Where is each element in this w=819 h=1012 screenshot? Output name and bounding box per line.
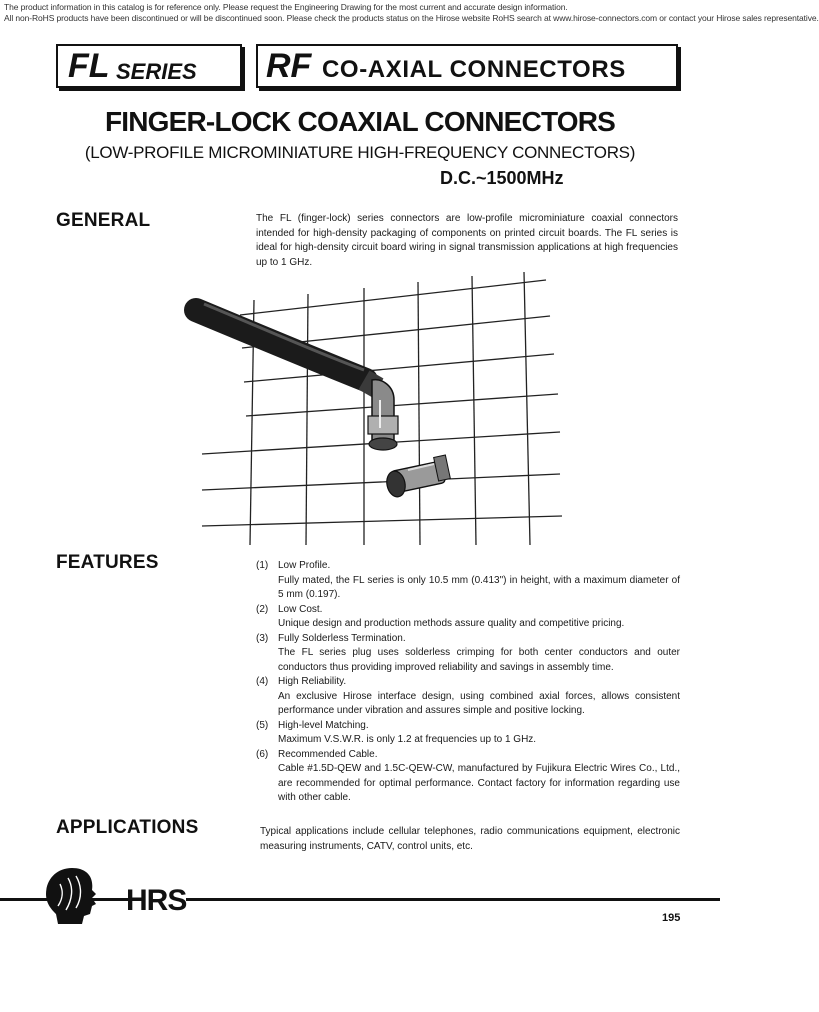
feature-title: Recommended Cable. [278, 748, 378, 760]
rf-label: RF [266, 47, 312, 85]
page-title: FINGER-LOCK COAXIAL CONNECTORS [104, 106, 616, 137]
series-title-band [56, 44, 678, 88]
series-word-label: SERIES [116, 59, 197, 84]
feature-number: (6) [256, 748, 269, 760]
logo-text: HRS [126, 884, 187, 917]
general-text: The FL (finger-lock) series connectors are low-profile microminiature coaxial connectors intended for high-density packaging of components on printed circuit boards. The FL series is ideal for high-density circuit board wiring in signal transmission applications at high frequencies up to 1 GHz. [256, 213, 678, 268]
feature-item [256, 675, 680, 719]
feature-title: Fully Solderless Termination. [278, 632, 406, 644]
feature-description: An exclusive Hirose interface design, using combined axial forces, allows consistent performance under vibration and assures simple and positive locking. [278, 690, 680, 716]
category-box [256, 44, 678, 88]
general-heading: GENERAL [56, 210, 151, 231]
applications-heading: APPLICATIONS [56, 817, 199, 838]
feature-number: (4) [256, 676, 269, 687]
connector-photo [196, 270, 564, 545]
feature-description: Cable #1.5D-QEW and 1.5C-QEW-CW, manufactured by Fujikura Electric Wires Co., Ltd., are recommended for optimal performance. Contact factory for information regarding use with other cable. [278, 763, 680, 803]
feature-number: (2) [256, 603, 269, 615]
feature-title: Low Profile. [278, 560, 331, 571]
feature-item [256, 632, 680, 676]
receptacle [384, 455, 450, 499]
hrs-logo [42, 864, 190, 926]
feature-item [256, 559, 680, 603]
features-heading: FEATURES [56, 552, 159, 573]
applications-text: Typical applications include cellular telephones, radio communications equipment, electronic measuring instruments, CATV, control units, etc. [260, 826, 680, 852]
category-label: CO-AXIAL CONNECTORS [322, 56, 626, 83]
feature-description: The FL series plug uses solderless crimping for both center conductors and outer conductors thus providing improved reliability and savings in assembly time. [278, 647, 680, 673]
frequency-range: D.C.~1500MHz [440, 168, 564, 188]
catalog-notice-line-1: The product information in this catalog is for reference only. Please request the Engineering Drawing for the most current and accurate design information. [4, 2, 568, 12]
footer-rule-right [186, 898, 720, 901]
page-number: 195 [662, 912, 681, 924]
feature-item [256, 748, 680, 806]
feature-title: High Reliability. [278, 676, 347, 687]
features-list [256, 559, 680, 806]
feature-description: Maximum V.S.W.R. is only 1.2 at frequencies up to 1 GHz. [278, 734, 537, 745]
feature-item [256, 603, 680, 632]
feature-number: (5) [256, 719, 269, 731]
catalog-notice-line-2: All non-RoHS products have been discontinued or will be discontinued soon. Please check the products status on the Hirose website RoHS search at www.hirose-connectors.com or contact your Hirose sales representative. [4, 13, 819, 23]
feature-title: Low Cost. [278, 603, 323, 615]
feature-description: Fully mated, the FL series is only 10.5 mm (0.413") in height, with a maximum diameter of 5 mm (0.197). [278, 574, 680, 600]
page-subtitle: (LOW-PROFILE MICROMINIATURE HIGH-FREQUENCY CONNECTORS) [84, 143, 636, 162]
head-profile-icon [46, 868, 96, 924]
right-angle-plug [368, 380, 398, 450]
series-box [56, 44, 242, 88]
coaxial-cable [196, 304, 378, 388]
feature-item [256, 719, 680, 748]
feature-title: High-level Matching. [278, 719, 369, 731]
series-fl-label: FL [68, 47, 110, 85]
feature-number: (1) [256, 560, 269, 571]
feature-number: (3) [256, 632, 269, 644]
feature-description: Unique design and production methods assure quality and competitive pricing. [278, 618, 625, 629]
